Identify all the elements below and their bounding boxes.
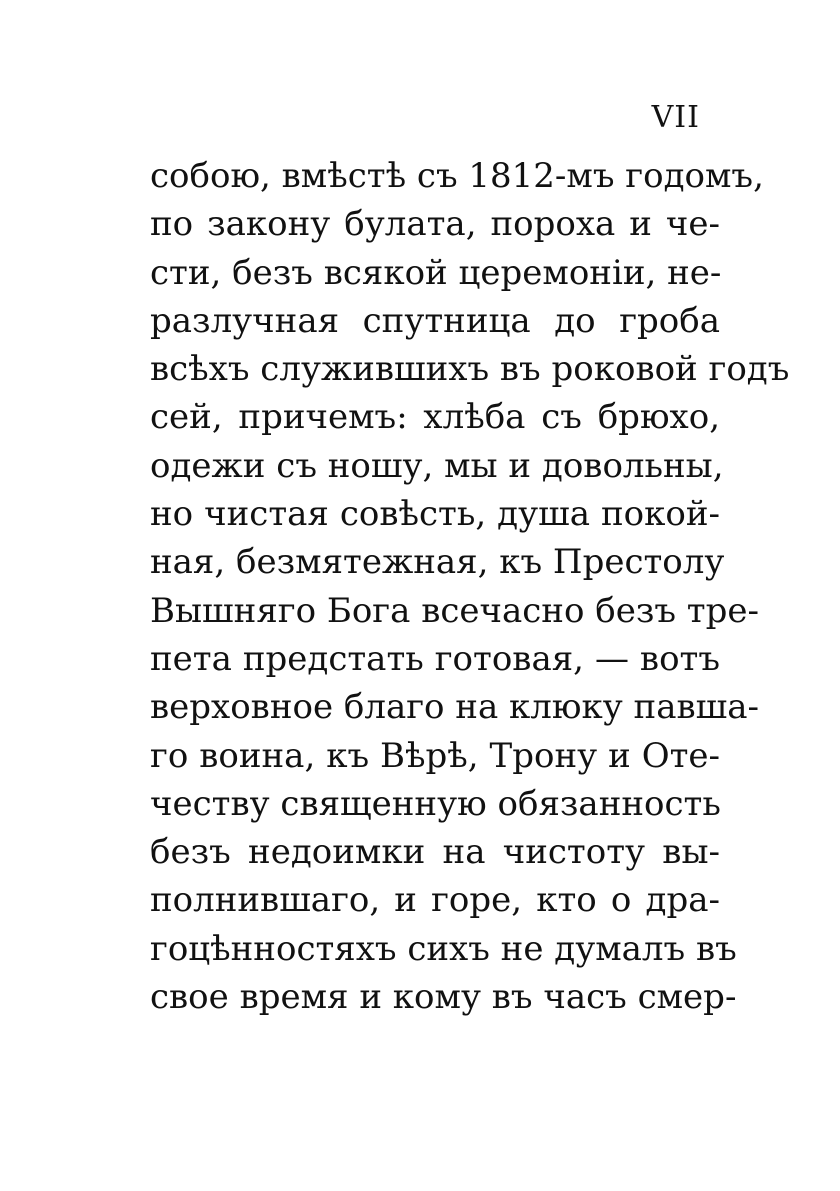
text-line: гоцѣнностяхъ сихъ не думалъ въ [150, 928, 737, 969]
body-text [150, 152, 790, 1021]
text-line: собою, вмѣстѣ съ 1812-мъ годомъ, [150, 156, 764, 196]
text-line: верховное благо на клюку павша- [150, 687, 759, 728]
text-line: свое время и кому въ часъ смер- [150, 977, 737, 1018]
text-line: пета предстать готовая, — вотъ [150, 638, 720, 679]
text-line: сти, безъ всякой церемоніи, не- [150, 252, 722, 293]
text-line: разлучная спутница до гроба [150, 300, 720, 341]
text-line: всѣхъ служившихъ въ роковой годъ [150, 349, 790, 390]
text-line: ная, безмятежная, къ Престолу [150, 542, 725, 583]
text-line: полнившаго, и горе, кто о дра- [150, 880, 720, 921]
text-line: го воина, къ Вѣрѣ, Трону и Оте- [150, 735, 720, 776]
text-line: Вышняго Бога всечасно безъ тре- [150, 590, 759, 631]
text-line: сей, причемъ: хлѣба съ брюхо, [150, 397, 720, 438]
text-line: честву священную обязанность [150, 783, 721, 824]
text-line: одежи съ ношу, мы и довольны, [150, 445, 724, 486]
text-line: безъ недоимки на чистоту вы- [150, 832, 720, 873]
text-line: по закону булата, пороха и че- [150, 204, 720, 245]
text-line: но чистая совѣсть, душа покой- [150, 494, 720, 535]
page-number: VII [651, 100, 700, 135]
